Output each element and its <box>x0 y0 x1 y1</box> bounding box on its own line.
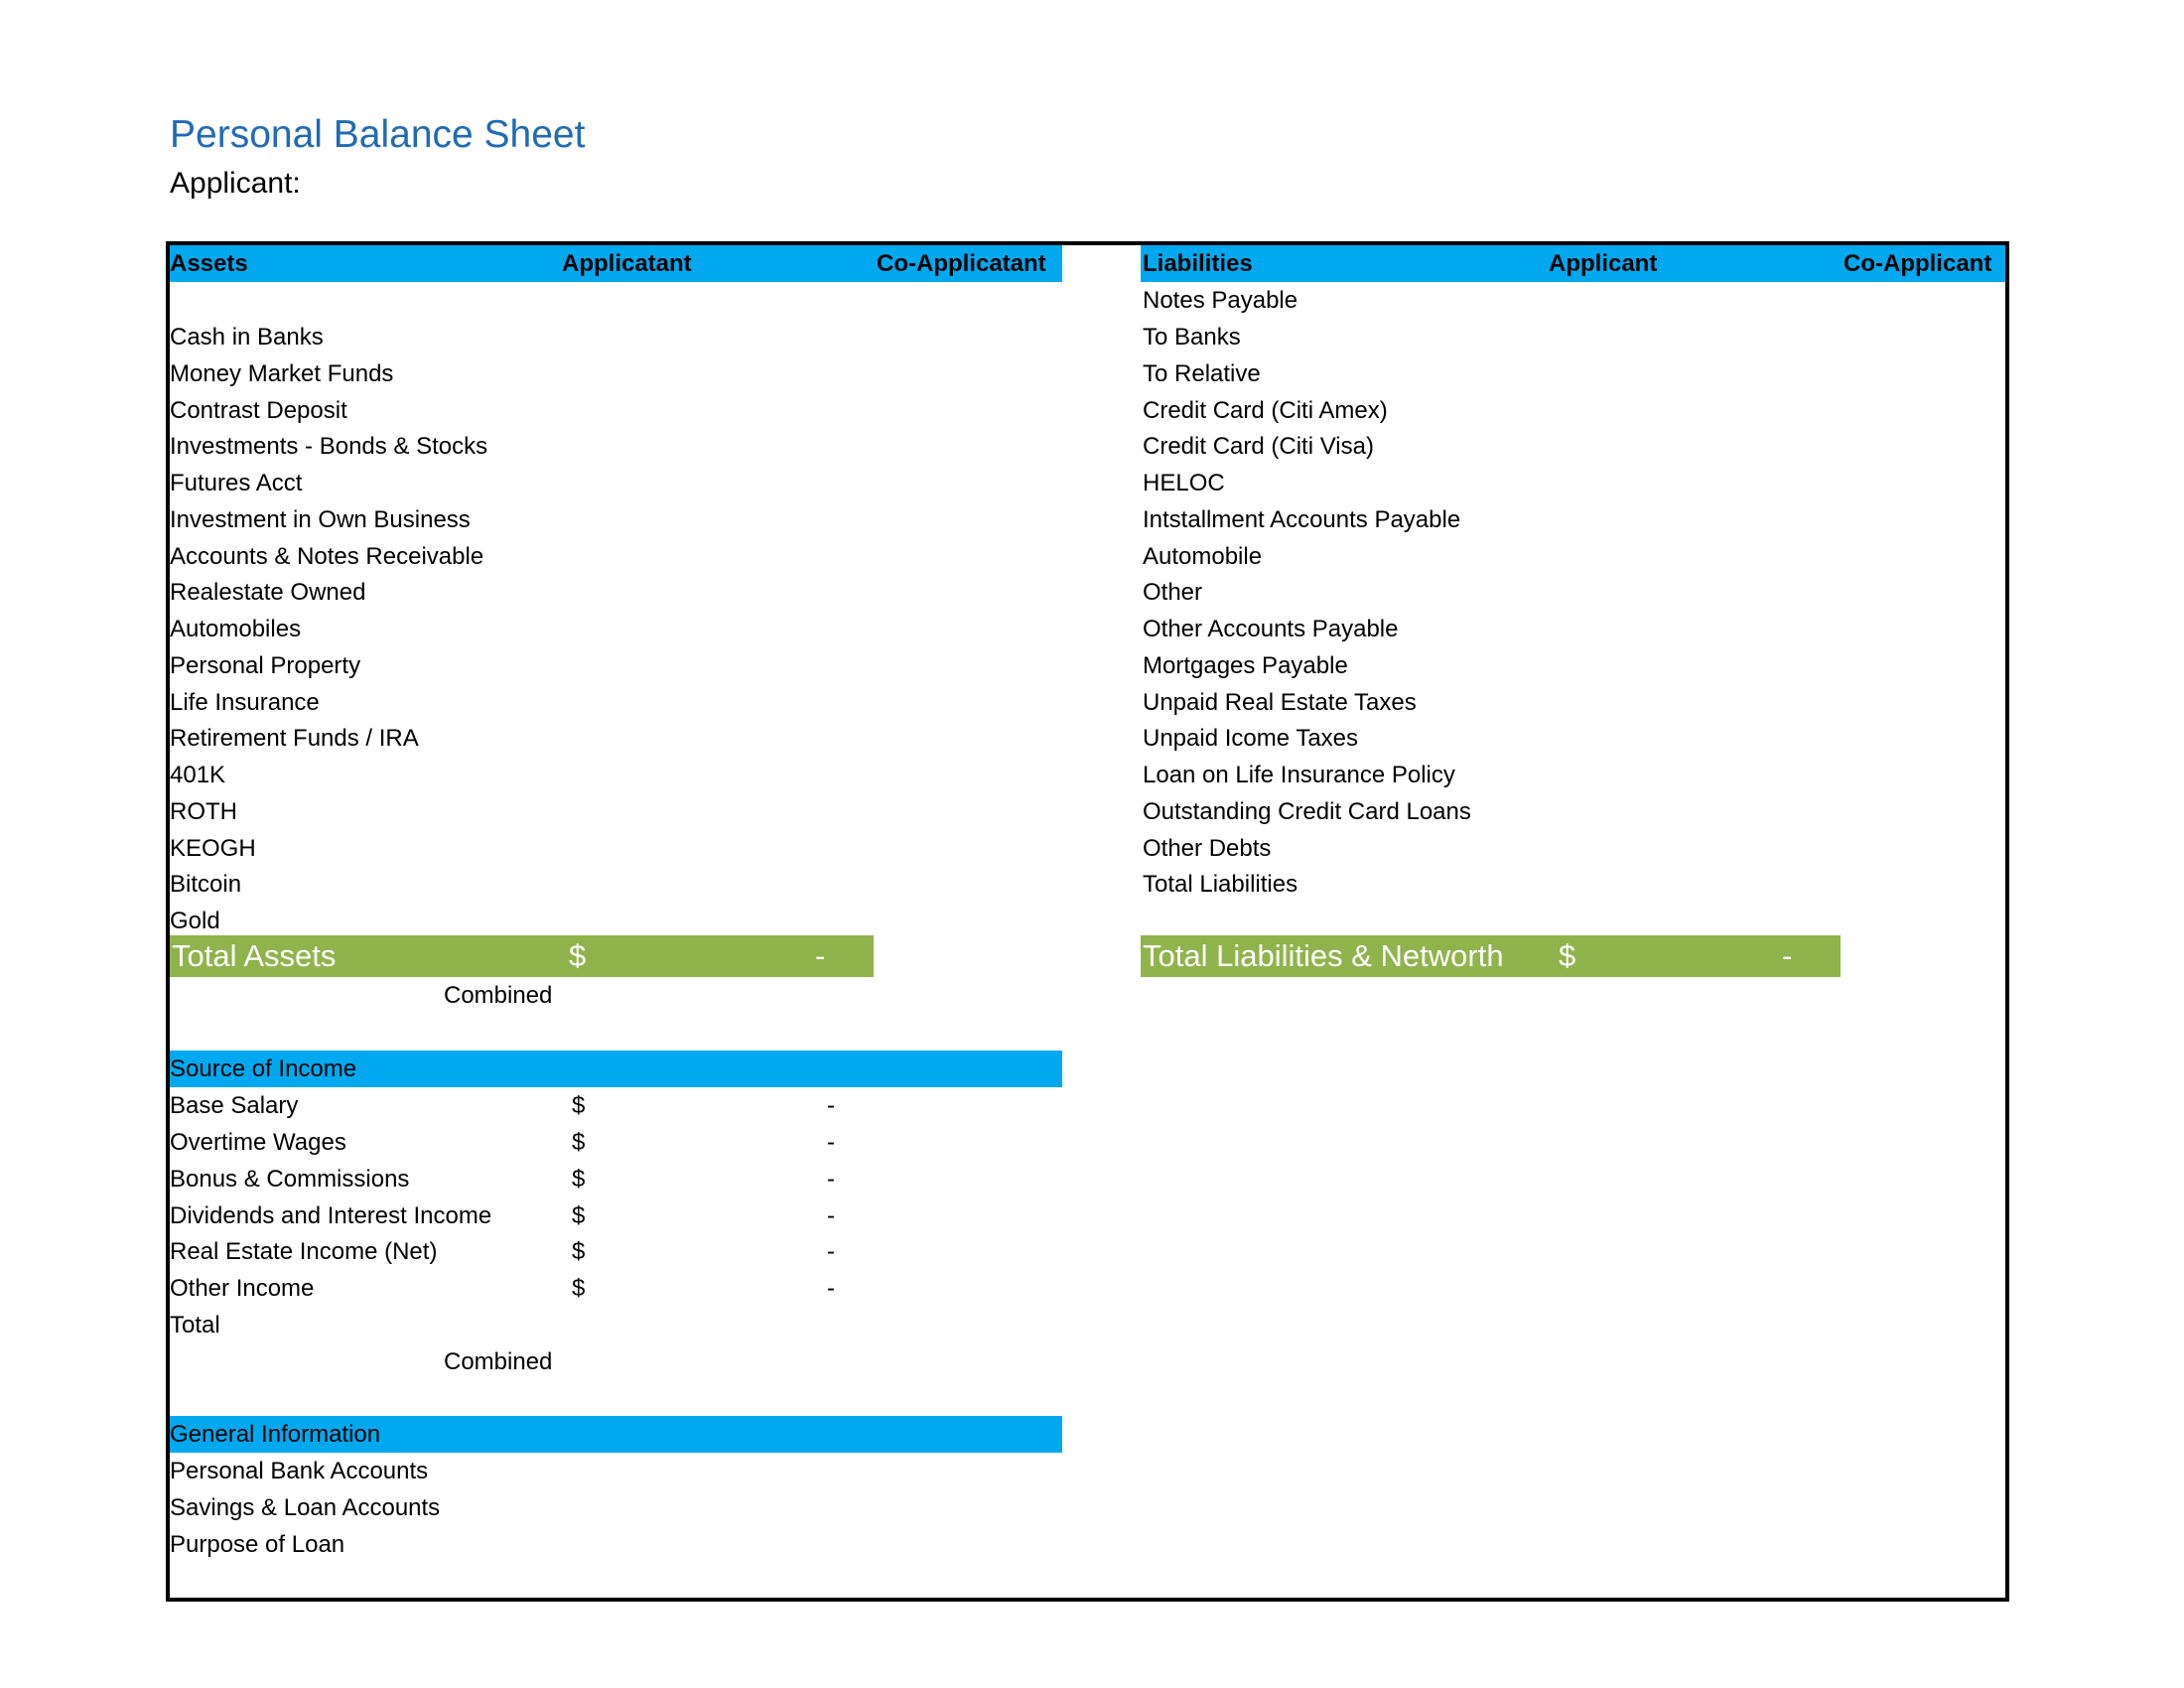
income-row-value: - <box>827 1238 835 1265</box>
liability-item: Other Debts <box>1143 835 1272 862</box>
asset-item: Futures Acct <box>170 470 303 496</box>
income-combined-label: Combined <box>444 1348 553 1375</box>
income-row-currency: $ <box>572 1238 586 1265</box>
liability-item: Unpaid Real Estate Taxes <box>1143 689 1417 716</box>
income-row-value: - <box>827 1202 835 1229</box>
income-row-label: Dividends and Interest Income <box>170 1202 492 1229</box>
liability-item: Intstallment Accounts Payable <box>1143 506 1461 533</box>
general-item: Savings & Loan Accounts <box>170 1494 441 1521</box>
liabilities-header-label: Liabilities <box>1143 250 1253 277</box>
liability-item: Total Liabilities <box>1143 871 1298 898</box>
income-row-currency: $ <box>572 1275 586 1302</box>
liability-item: Mortgages Payable <box>1143 652 1348 679</box>
asset-item: Bitcoin <box>170 871 242 898</box>
page-title: Personal Balance Sheet <box>170 113 586 156</box>
income-row-value: - <box>827 1275 835 1302</box>
income-row-value: - <box>827 1166 835 1193</box>
total-liabilities-currency: $ <box>1559 938 1576 973</box>
income-row-label: Overtime Wages <box>170 1129 346 1156</box>
total-assets-currency: $ <box>569 938 587 973</box>
income-row-currency: $ <box>572 1202 586 1229</box>
income-total-label: Total <box>170 1312 220 1338</box>
income-row-label: Bonus & Commissions <box>170 1166 410 1193</box>
liability-item: To Banks <box>1143 324 1241 351</box>
asset-item: Money Market Funds <box>170 360 394 387</box>
liability-item: HELOC <box>1143 470 1225 496</box>
liability-item: Other <box>1143 579 1203 606</box>
applicant-label: Applicant: <box>170 167 301 200</box>
assets-header-applicant: Applicatant <box>562 250 692 277</box>
total-liabilities-value: - <box>1782 938 1793 973</box>
total-assets-bar <box>170 935 874 977</box>
income-row-currency: $ <box>572 1129 586 1156</box>
total-assets-value: - <box>815 938 826 973</box>
liability-item: Notes Payable <box>1143 287 1298 314</box>
general-item: Personal Bank Accounts <box>170 1458 429 1484</box>
assets-combined-label: Combined <box>444 982 553 1009</box>
liability-item: Credit Card (Citi Visa) <box>1143 433 1374 460</box>
liabilities-header-applicant: Applicant <box>1549 250 1658 277</box>
liability-item: Automobile <box>1143 543 1263 570</box>
assets-header-label: Assets <box>170 250 248 277</box>
income-row-value: - <box>827 1129 835 1156</box>
asset-item: Realestate Owned <box>170 579 366 606</box>
asset-item: Gold <box>170 908 220 934</box>
general-item: Purpose of Loan <box>170 1531 345 1558</box>
total-liabilities-bar <box>1141 935 1841 977</box>
asset-item: Investments - Bonds & Stocks <box>170 433 488 460</box>
income-header-label: Source of Income <box>170 1055 357 1082</box>
liability-item: Credit Card (Citi Amex) <box>1143 397 1388 424</box>
liability-item: Unpaid Icome Taxes <box>1143 725 1359 752</box>
income-row-currency: $ <box>572 1092 586 1119</box>
liability-item: Outstanding Credit Card Loans <box>1143 798 1471 825</box>
asset-item: Contrast Deposit <box>170 397 347 424</box>
liability-item: Loan on Life Insurance Policy <box>1143 762 1455 788</box>
asset-item: Retirement Funds / IRA <box>170 725 419 752</box>
liability-item: To Relative <box>1143 360 1261 387</box>
income-row-currency: $ <box>572 1166 586 1193</box>
asset-item: Cash in Banks <box>170 324 324 351</box>
assets-header-coapplicant: Co-Applicatant <box>877 250 1046 277</box>
asset-item: Investment in Own Business <box>170 506 471 533</box>
asset-item: Life Insurance <box>170 689 320 716</box>
asset-item: Accounts & Notes Receivable <box>170 543 484 570</box>
liability-item: Other Accounts Payable <box>1143 616 1399 642</box>
asset-item: Automobiles <box>170 616 302 642</box>
asset-item: Personal Property <box>170 652 361 679</box>
asset-item: KEOGH <box>170 835 256 862</box>
asset-item: 401K <box>170 762 226 788</box>
liabilities-header-coapplicant: Co-Applicant <box>1843 250 1992 277</box>
general-header-label: General Information <box>170 1421 381 1448</box>
income-row-label: Other Income <box>170 1275 315 1302</box>
total-liabilities-label: Total Liabilities & Networth <box>1143 938 1504 973</box>
income-row-label: Base Salary <box>170 1092 299 1119</box>
total-assets-label: Total Assets <box>172 938 337 973</box>
asset-item: ROTH <box>170 798 237 825</box>
income-row-value: - <box>827 1092 835 1119</box>
income-row-label: Real Estate Income (Net) <box>170 1238 438 1265</box>
